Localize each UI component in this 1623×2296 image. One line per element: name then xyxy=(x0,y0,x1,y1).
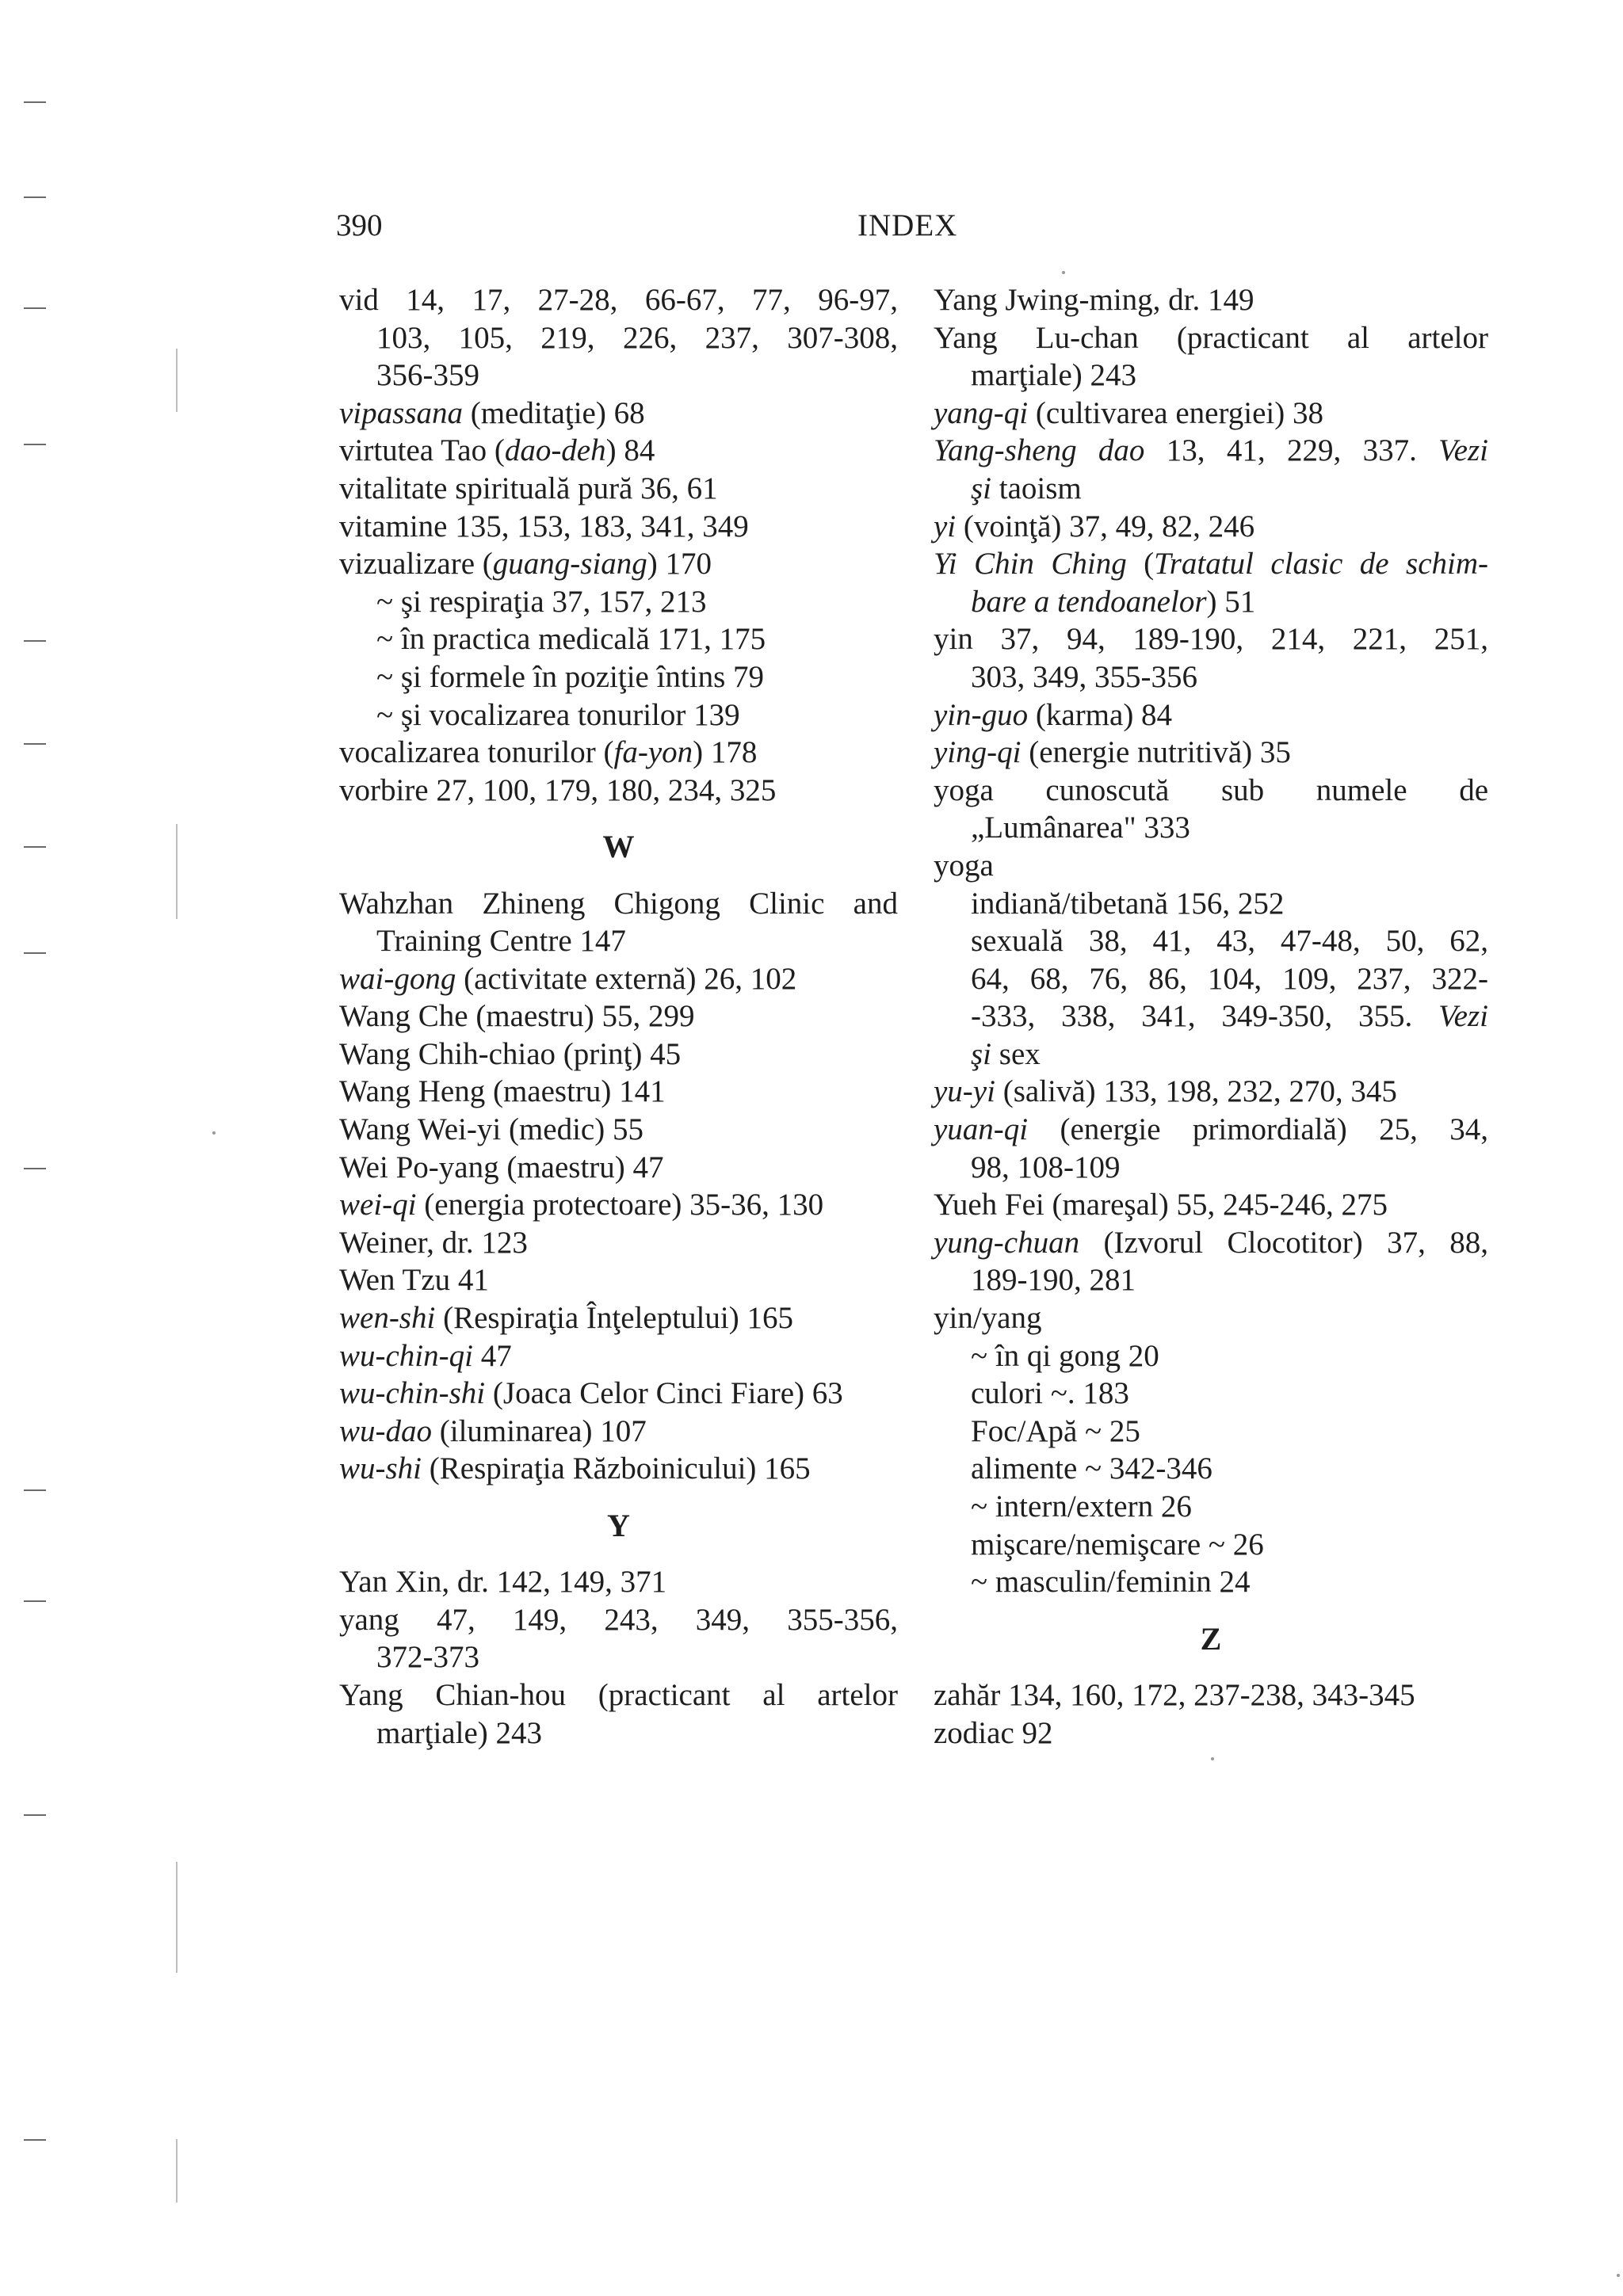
entry-line xyxy=(339,997,898,1035)
entry-line xyxy=(339,508,898,546)
index-subentry xyxy=(339,583,898,621)
entry-line xyxy=(339,960,898,998)
index-entry xyxy=(339,1450,898,1488)
section-gap xyxy=(339,1544,898,1563)
index-subentry xyxy=(934,1526,1488,1564)
entry-text: virtutea Tao ( xyxy=(339,433,505,468)
italic-term: yang-qi xyxy=(934,395,1029,430)
entry-line xyxy=(339,658,898,696)
index-entry xyxy=(339,432,898,470)
entry-text: (energie primordială) 25, 34, xyxy=(1028,1112,1488,1147)
italic-term: ying-qi xyxy=(934,735,1022,770)
entry-line xyxy=(934,696,1488,734)
italic-term: şi xyxy=(971,471,992,505)
index-entry xyxy=(339,1299,898,1337)
entry-line xyxy=(934,734,1488,772)
entry-line xyxy=(934,1413,1488,1451)
entry-line xyxy=(339,432,898,470)
entry-line xyxy=(339,357,898,395)
entry-text: Wahzhan Zhineng Chigong Clinic and xyxy=(339,886,898,921)
entry-text: (iluminarea) 107 xyxy=(432,1413,647,1448)
index-entry xyxy=(934,772,1488,847)
entry-text: yoga cunoscută sub numele de xyxy=(934,772,1488,807)
entry-line xyxy=(339,395,898,433)
index-entry xyxy=(339,1111,898,1149)
entry-line xyxy=(339,1601,898,1639)
entry-text: 372-373 xyxy=(376,1640,479,1675)
entry-text: marţiale) 243 xyxy=(376,1715,542,1750)
index-entry xyxy=(934,620,1488,696)
index-entry xyxy=(339,997,898,1035)
entry-text: culori ~. 183 xyxy=(971,1376,1129,1411)
entry-text: (cultivarea energiei) 38 xyxy=(1028,395,1323,430)
entry-text: vorbire 27, 100, 179, 180, 234, 325 xyxy=(339,772,777,807)
entry-line xyxy=(934,847,1488,885)
entry-text: sex xyxy=(991,1036,1041,1071)
entry-text: Wang Heng (maestru) 141 xyxy=(339,1074,666,1109)
entry-text: ) 51 xyxy=(1206,584,1256,619)
entry-line xyxy=(934,319,1488,357)
entry-text: Wei Po-yang (maestru) 47 xyxy=(339,1150,664,1184)
entry-line xyxy=(339,734,898,772)
entry-text: (energie nutritivă) 35 xyxy=(1021,735,1291,770)
italic-term: yi xyxy=(934,509,957,543)
italic-term: Yang-sheng dao xyxy=(934,433,1145,468)
entry-text: vid 14, 17, 27-28, 66-67, 77, 96-97, xyxy=(339,283,898,317)
entry-text: ) 170 xyxy=(647,547,712,582)
index-entry xyxy=(339,1413,898,1451)
index-entry xyxy=(934,847,1488,885)
entry-text: (energia protectoare) 35-36, 130 xyxy=(416,1188,824,1222)
index-entry xyxy=(339,545,898,583)
entry-text: Yueh Fei (mareşal) 55, 245-246, 275 xyxy=(934,1188,1388,1222)
italic-term: wen-shi xyxy=(339,1301,436,1336)
index-entry xyxy=(339,885,898,960)
italic-term: yin-guo xyxy=(934,697,1029,732)
running-head: INDEX xyxy=(857,208,958,242)
italic-term: wu-shi xyxy=(339,1451,422,1486)
entry-text: ) 178 xyxy=(693,735,758,770)
italic-term: Vezi xyxy=(1438,433,1488,468)
entry-text: marţiale) 243 xyxy=(971,358,1136,393)
entry-text: Yang Lu-chan (practicant al artelor xyxy=(934,320,1488,355)
section-gap xyxy=(339,809,898,828)
entry-text: zodiac 92 xyxy=(934,1715,1053,1750)
entry-text: (Joaca Celor Cinci Fiare) 63 xyxy=(485,1376,843,1411)
entry-text: (activitate externă) 26, 102 xyxy=(456,961,797,996)
entry-line xyxy=(934,885,1488,923)
index-entry xyxy=(339,1337,898,1375)
section-gap xyxy=(934,1657,1488,1676)
index-entry xyxy=(339,960,898,998)
index-subentry xyxy=(339,696,898,734)
index-column-left xyxy=(339,281,898,1752)
entry-line xyxy=(339,1563,898,1601)
entry-text: 356-359 xyxy=(376,358,479,393)
index-entry xyxy=(934,281,1488,319)
entry-line xyxy=(339,1261,898,1299)
entry-text: vitalitate spirituală pură 36, 61 xyxy=(339,471,718,505)
entry-text: yin/yang xyxy=(934,1301,1042,1336)
italic-term: Vezi xyxy=(1438,999,1488,1034)
entry-text: Yang Jwing-ming, dr. 149 xyxy=(934,283,1254,317)
index-entry xyxy=(339,1035,898,1074)
entry-text: Wang Wei-yi (medic) 55 xyxy=(339,1112,643,1147)
entry-line xyxy=(339,545,898,583)
index-entry xyxy=(934,508,1488,546)
entry-line xyxy=(339,281,898,319)
section-letter: Z xyxy=(1200,1620,1222,1657)
entry-line xyxy=(934,1337,1488,1375)
entry-text: yang 47, 149, 243, 349, 355-356, xyxy=(339,1602,898,1637)
entry-line xyxy=(934,545,1488,583)
index-entry xyxy=(934,1073,1488,1111)
entry-line xyxy=(339,1413,898,1451)
index-subentry xyxy=(934,1375,1488,1413)
entry-text: taoism xyxy=(991,471,1082,505)
index-entry xyxy=(339,1149,898,1187)
entry-line xyxy=(934,470,1488,508)
index-entry xyxy=(339,1676,898,1752)
index-subentry xyxy=(934,922,1488,1073)
section-gap xyxy=(934,1601,1488,1620)
entry-text: ~ intern/extern 26 xyxy=(971,1489,1192,1524)
entry-text: ~ masculin/feminin 24 xyxy=(971,1565,1251,1600)
entry-text: Foc/Apă ~ 25 xyxy=(971,1413,1140,1448)
entry-line xyxy=(934,620,1488,658)
entry-text: ~ şi formele în poziţie întins 79 xyxy=(376,659,765,694)
italic-term: wu-dao xyxy=(339,1413,432,1448)
italic-term: fa-yon xyxy=(613,735,693,770)
index-entry xyxy=(934,1111,1488,1186)
entry-line xyxy=(339,885,898,923)
entry-line xyxy=(339,1111,898,1149)
entry-text: 98, 108-109 xyxy=(971,1150,1121,1184)
index-entry xyxy=(339,1073,898,1111)
entry-text: ( xyxy=(1126,547,1155,582)
entry-text: sexuală 38, 41, 43, 47-48, 50, 62, xyxy=(971,924,1488,959)
index-entry xyxy=(934,1224,1488,1299)
index-entry xyxy=(934,432,1488,507)
section-letter: Y xyxy=(607,1507,630,1543)
index-entry xyxy=(339,1601,898,1676)
italic-term: wu-chin-qi xyxy=(339,1338,473,1373)
entry-text: 13, 41, 229, 337. xyxy=(1144,433,1439,468)
entry-text: Wang Chih-chiao (prinţ) 45 xyxy=(339,1036,682,1071)
index-entry xyxy=(339,1261,898,1299)
index-subentry xyxy=(934,885,1488,923)
italic-term: bare a tendoanelor xyxy=(971,584,1207,619)
italic-term: Tratatul clasic de schim- xyxy=(1154,547,1488,582)
index-subentry xyxy=(934,1413,1488,1451)
entry-text: ~ şi respiraţia 37, 157, 213 xyxy=(376,584,707,619)
index-entry xyxy=(339,1224,898,1262)
index-entry xyxy=(339,1186,898,1224)
index-entry xyxy=(934,319,1488,395)
italic-term: yuan-qi xyxy=(934,1112,1029,1147)
index-entry xyxy=(339,1375,898,1413)
entry-line xyxy=(339,1638,898,1676)
entry-line xyxy=(339,1337,898,1375)
entry-line xyxy=(339,620,898,658)
index-entry xyxy=(934,1676,1488,1714)
entry-text: alimente ~ 342-346 xyxy=(971,1451,1212,1486)
entry-line xyxy=(934,922,1488,960)
index-entry xyxy=(934,1299,1488,1337)
entry-text: (Respiraţia Războinicului) 165 xyxy=(422,1451,811,1486)
index-subentry xyxy=(934,1337,1488,1375)
italic-term: guang-siang xyxy=(492,547,647,582)
entry-text: vitamine 135, 153, 183, 341, 349 xyxy=(339,509,749,543)
entry-text: 103, 105, 219, 226, 237, 307-308, xyxy=(376,320,898,355)
index-entry xyxy=(339,508,898,546)
index-entry xyxy=(339,1563,898,1601)
entry-line xyxy=(934,395,1488,433)
entry-line xyxy=(934,1714,1488,1753)
entry-text: Wen Tzu 41 xyxy=(339,1263,489,1298)
index-subentry xyxy=(934,1488,1488,1526)
entry-line xyxy=(339,583,898,621)
index-entry xyxy=(339,772,898,810)
entry-text: 189-190, 281 xyxy=(971,1263,1136,1298)
entry-line xyxy=(339,470,898,508)
entry-text: Weiner, dr. 123 xyxy=(339,1225,528,1260)
entry-line xyxy=(934,432,1488,470)
entry-text: ~ în qi gong 20 xyxy=(971,1338,1159,1373)
index-column-right xyxy=(934,281,1488,1752)
entry-text: mişcare/nemişcare ~ 26 xyxy=(971,1527,1264,1562)
entry-text: 303, 349, 355-356 xyxy=(971,659,1197,694)
entry-line xyxy=(934,1488,1488,1526)
entry-line xyxy=(934,1375,1488,1413)
entry-line xyxy=(934,960,1488,998)
entry-line xyxy=(339,1186,898,1224)
entry-text: (salivă) 133, 198, 232, 270, 345 xyxy=(995,1074,1397,1109)
entry-line xyxy=(934,1111,1488,1149)
entry-line xyxy=(339,696,898,734)
entry-text: ~ şi vocalizarea tonurilor 139 xyxy=(376,697,740,732)
entry-line xyxy=(339,1149,898,1187)
index-entry xyxy=(934,1714,1488,1753)
index-entry xyxy=(934,696,1488,734)
entry-line xyxy=(339,1676,898,1714)
entry-line xyxy=(934,658,1488,696)
entry-line xyxy=(339,1450,898,1488)
entry-line xyxy=(339,1375,898,1413)
entry-text: 64, 68, 76, 86, 104, 109, 237, 322- xyxy=(971,961,1488,996)
index-entry xyxy=(339,395,898,433)
entry-text: Yang Chian-hou (practicant al artelor xyxy=(339,1677,898,1712)
entry-text: (Izvorul Clocotitor) 37, 88, xyxy=(1079,1225,1488,1260)
entry-line xyxy=(934,281,1488,319)
entry-line xyxy=(934,508,1488,546)
index-entry xyxy=(934,1186,1488,1224)
index-subentry xyxy=(934,1563,1488,1601)
entry-text: yoga xyxy=(934,848,994,883)
entry-line xyxy=(934,772,1488,810)
italic-term: wei-qi xyxy=(339,1188,417,1222)
index-entry xyxy=(339,470,898,508)
entry-text: (karma) 84 xyxy=(1028,697,1173,732)
entry-line xyxy=(934,357,1488,395)
entry-text: yin 37, 94, 189-190, 214, 221, 251, xyxy=(934,622,1488,657)
italic-term: wu-chin-shi xyxy=(339,1376,486,1411)
italic-term: yu-yi xyxy=(934,1074,995,1109)
index-entry xyxy=(339,734,898,772)
entry-line xyxy=(934,1299,1488,1337)
italic-term: wai-gong xyxy=(339,961,456,996)
entry-text: Training Centre 147 xyxy=(376,924,626,959)
entry-line xyxy=(339,772,898,810)
entry-line xyxy=(934,1224,1488,1262)
entry-line xyxy=(339,922,898,960)
entry-line xyxy=(339,1714,898,1753)
entry-line xyxy=(934,1563,1488,1601)
section-gap xyxy=(339,1488,898,1507)
index-entry xyxy=(934,545,1488,620)
index-entry xyxy=(339,281,898,395)
italic-term: şi xyxy=(971,1036,992,1071)
entry-line xyxy=(339,1035,898,1074)
entry-line xyxy=(339,319,898,357)
entry-line xyxy=(934,809,1488,847)
entry-text: Yan Xin, dr. 142, 149, 371 xyxy=(339,1565,667,1600)
entry-text: vocalizarea tonurilor ( xyxy=(339,735,614,770)
entry-text: (voinţă) 37, 49, 82, 246 xyxy=(956,509,1255,543)
entry-line xyxy=(339,1224,898,1262)
entry-line xyxy=(934,1035,1488,1074)
index-entry xyxy=(934,395,1488,433)
entry-line xyxy=(934,1261,1488,1299)
entry-text: ) 84 xyxy=(605,433,655,468)
index-entry xyxy=(934,734,1488,772)
index-subentry xyxy=(339,620,898,658)
entry-line xyxy=(934,583,1488,621)
entry-text: (Respiraţia Înţeleptului) 165 xyxy=(435,1301,793,1336)
index-subentry xyxy=(934,1450,1488,1488)
index-subentry xyxy=(339,658,898,696)
entry-text: 47 xyxy=(472,1338,512,1373)
section-letter: W xyxy=(602,829,635,865)
entry-line xyxy=(934,997,1488,1035)
entry-line xyxy=(339,1073,898,1111)
entry-line xyxy=(934,1676,1488,1714)
entry-text: zahăr 134, 160, 172, 237-238, 343-345 xyxy=(934,1677,1415,1712)
italic-term: dao-deh xyxy=(504,433,606,468)
italic-term: vipassana xyxy=(339,395,463,430)
entry-line xyxy=(934,1149,1488,1187)
italic-term: Yi Chin Ching xyxy=(934,547,1127,582)
entry-text: vizualizare ( xyxy=(339,547,493,582)
entry-line xyxy=(934,1450,1488,1488)
entry-text: „Lumânarea" 333 xyxy=(971,810,1190,845)
entry-text: ~ în practica medicală 171, 175 xyxy=(376,622,766,657)
entry-text: Wang Che (maestru) 55, 299 xyxy=(339,999,695,1034)
entry-line xyxy=(934,1186,1488,1224)
entry-line xyxy=(934,1526,1488,1564)
entry-line xyxy=(339,1299,898,1337)
italic-term: yung-chuan xyxy=(934,1225,1080,1260)
section-gap xyxy=(339,866,898,885)
page-number: 390 xyxy=(336,208,383,242)
entry-text: indiană/tibetană 156, 252 xyxy=(971,886,1285,921)
entry-text: (meditaţie) 68 xyxy=(463,395,645,430)
entry-text: -333, 338, 341, 349-350, 355. xyxy=(971,999,1439,1034)
entry-line xyxy=(934,1073,1488,1111)
